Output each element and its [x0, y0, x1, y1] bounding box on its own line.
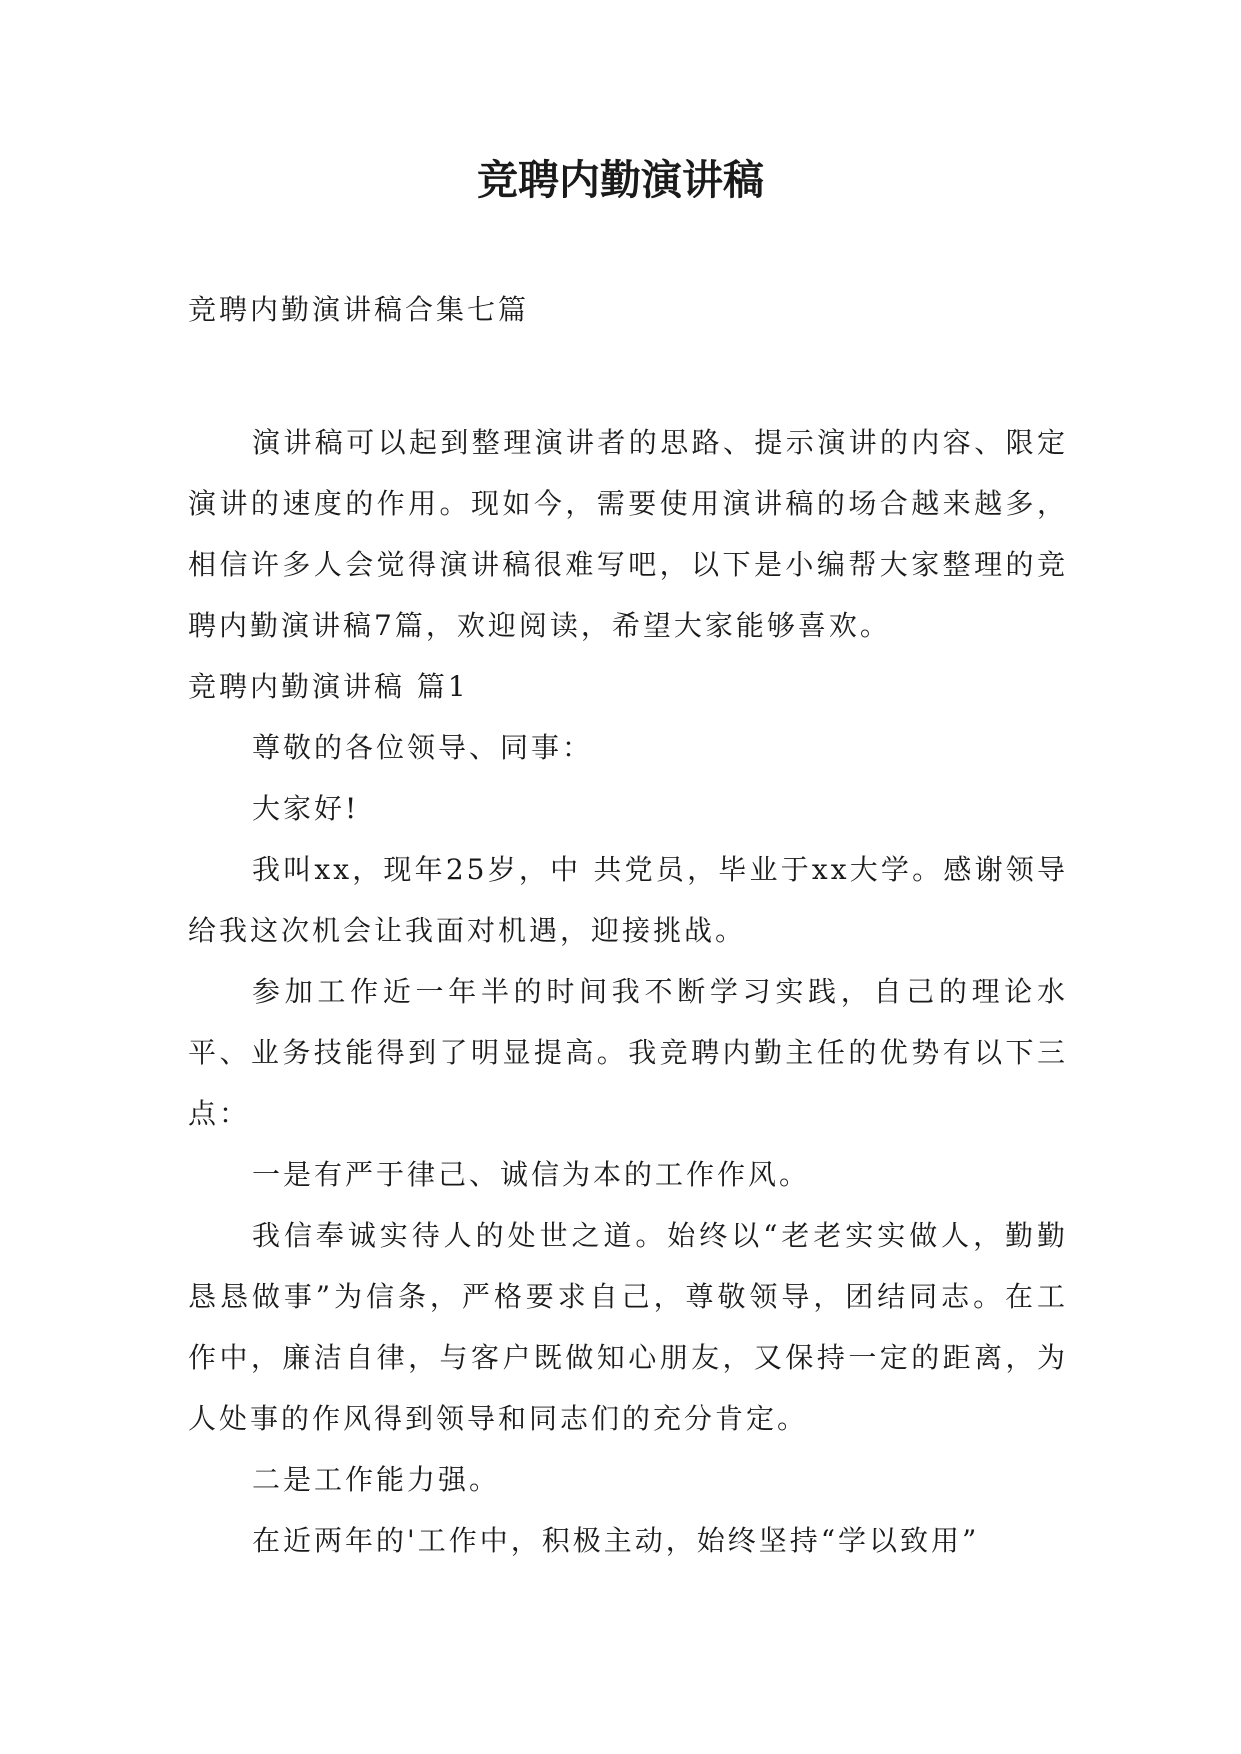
spacer	[188, 340, 1068, 412]
document-body	[188, 280, 1068, 1571]
body-paragraph: 在近两年的'工作中，积极主动，始终坚持“学以致用”	[252, 1524, 980, 1557]
body-paragraph: 参加工作近一年半的时间我不断学习实践，自己的理论水平、业务技能得到了明显提高。我竞聘内勤主任的优势有以下三点：	[188, 975, 1068, 1130]
body-paragraph: 二是工作能力强。	[252, 1463, 501, 1496]
document-title: 竞聘内勤演讲稿	[477, 156, 764, 204]
document-subtitle: 竞聘内勤演讲稿合集七篇	[188, 293, 530, 326]
body-paragraph: 我信奉诚实待人的处世之道。始终以“老老实实做人，勤勤恳恳做事”为信条，严格要求自己，尊敬领导，团结同志。在工作中，廉洁自律，与客户既做知心朋友，又保持一定的距离，为人处事的作风得到领导和同志们的充分肯定。	[188, 1219, 1068, 1435]
body-paragraph: 大家好!	[252, 792, 360, 825]
body-paragraph: 一是有严于律己、诚信为本的工作作风。	[252, 1158, 811, 1191]
body-paragraph: 我叫xx，现年25岁，中 共党员，毕业于xx大学。感谢领导给我这次机会让我面对机遇，迎接挑战。	[188, 853, 1068, 947]
intro-paragraph: 演讲稿可以起到整理演讲者的思路、提示演讲的内容、限定演讲的速度的作用。现如今，需要使用演讲稿的场合越来越多，相信许多人会觉得演讲稿很难写吧，以下是小编帮大家整理的竞聘内勤演讲稿7篇，欢迎阅读，希望大家能够喜欢。	[188, 426, 1068, 642]
section-heading: 竞聘内勤演讲稿 篇1	[188, 670, 469, 703]
body-paragraph: 尊敬的各位领导、同事：	[252, 731, 594, 764]
